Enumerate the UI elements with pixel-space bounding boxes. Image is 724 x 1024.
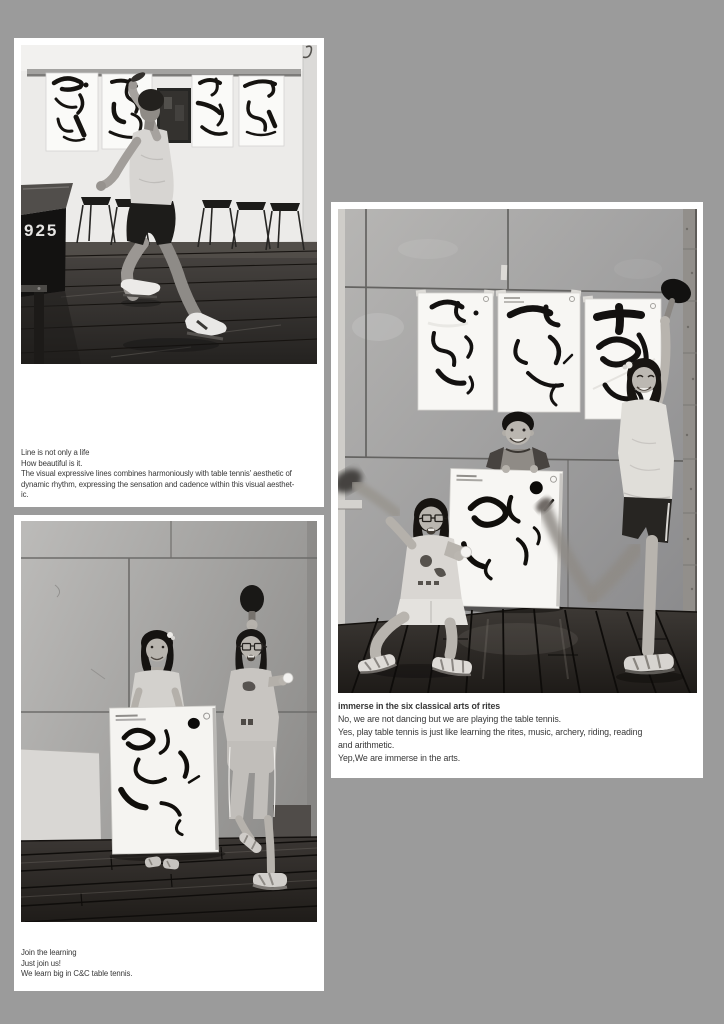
caption-player [21,448,321,501]
girl-face [146,639,168,662]
calligraphy-poster-wall-left [416,289,495,410]
caption-line: dynamic rhythm, expressing the sensation and cadence within this visual aesthet- [21,479,295,489]
photo-player [21,45,317,364]
caption-title: immerse in the six classical arts of rites [338,701,501,711]
stone-column [683,209,697,613]
caption-line: Yes, play table tennis is just like learning the rites, music, archery, riding, reading [338,727,643,737]
table-tennis-paddle [240,585,264,613]
caption-line: We learn big in C&C table tennis. [21,969,133,979]
table-number: 925 [24,221,59,240]
calligraphy-poster-standing [106,706,225,862]
calligraphy-poster-standing [443,468,567,614]
calligraphy-poster-wall-4 [239,76,284,146]
caption-line: Join the learning [21,948,77,957]
three-kids-photo-illustration [338,209,697,693]
sandal-standing [623,653,674,675]
caption-line: Line is not only a life [21,448,90,457]
girl-shirt [618,399,674,499]
caption-line: How beautiful is it. [21,458,83,468]
photo-card-two-girls [14,515,324,991]
caption-two-girls [21,948,321,980]
two-girls-photo-illustration [21,521,317,922]
photo-two-girls [21,521,317,922]
photo-three-kids [338,209,697,693]
caption-line: Just join us! [21,958,61,968]
calligraphy-poster-wall-1 [46,73,98,151]
wall-ledge [338,500,362,509]
photo-card-player [14,38,324,507]
caption-line: ic. [21,490,29,500]
photo-card-three-kids [331,202,703,778]
calligraphy-poster-wall-3 [192,75,233,147]
caption-line: The visual expressive lines combines harmoniously with table tennis' aesthetic of [21,469,292,479]
lower-wall [21,749,101,843]
ping-pong-ball [283,673,293,683]
player-hair [138,89,164,111]
caption-line: Yep,We are immerse in the arts. [338,753,461,763]
sandal-standing [253,873,287,889]
calligraphy-poster-wall-center [496,289,581,412]
caption-line: No, we are not dancing but we are playing the table tennis. [338,714,561,724]
wall-tag [501,265,508,280]
player-photo-illustration [21,45,317,364]
caption-line: and arithmetic. [338,740,395,750]
ping-pong-ball [461,547,472,558]
caption-three-kids [338,700,698,765]
